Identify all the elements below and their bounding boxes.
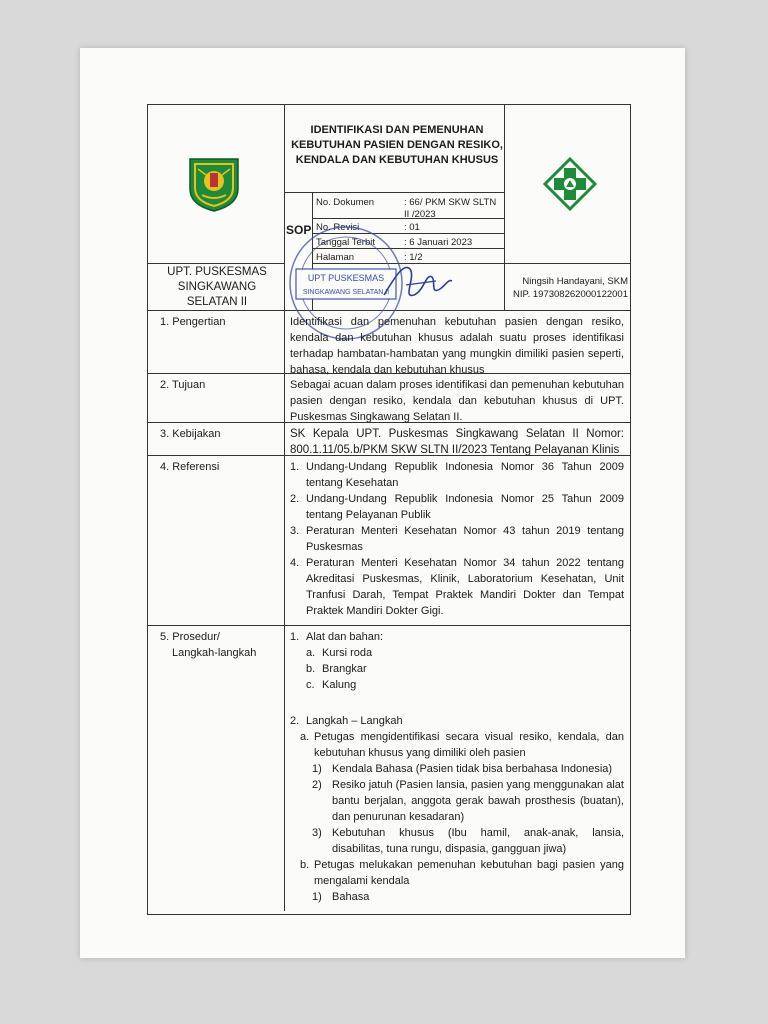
stamp-line-1: UPT PUSKESMAS (307, 273, 385, 283)
section-label-prosedur: 5. Prosedur/ Langkah-langkah (160, 631, 257, 659)
section-body-kebijakan: SK Kepala UPT. Puskesmas Singkawang Selatan II Nomor: 800.1.11/05.b/PKM SKW SLTN II/2023 Tentang Pelayanan Klinis (290, 428, 624, 456)
sop-document (147, 104, 631, 915)
meta-value-no-revisi: : 01 (404, 222, 420, 233)
signer-block (508, 275, 628, 301)
sop-label: SOP (286, 223, 312, 237)
section-body-pengertian: Identifikasi dan pemenuhan kebutuhan pasien dengan resiko, kendala dan kebutuhan khusus adalah suatu proses identifikasi terhadap hambatan-hambatan yang mungkin dimiliki pasien seperti, bahasa, kendala dan kebutuhan khusus (290, 316, 624, 376)
alat-item: c. Kalung (306, 679, 357, 691)
puskesmas-logo-icon (543, 157, 597, 211)
alat-bahan: 1. Alat dan bahan: a. Kursi roda b. Brangkar c. Kalung (290, 629, 624, 693)
signer-divider (504, 263, 630, 264)
meta-value-tanggal-terbit: : 6 Januari 2023 (404, 237, 473, 248)
langkah: 2. Langkah – Langkah (290, 715, 403, 727)
meta-value-halaman: : 1/2 (404, 252, 423, 263)
section-label-referensi: 4. Referensi (160, 461, 220, 473)
referensi-item: 3. Peraturan Menteri Kesehatan Nomor 43 tahun 2019 tentang Puskesmas (290, 525, 624, 553)
meta-label-no-revisi: No. Revisi (316, 222, 360, 233)
document-title: IDENTIFIKASI DAN PEMENUHAN KEBUTUHAN PASIEN DENGAN RESIKO, KENDALA DAN KEBUTUHAN KHUSUS (291, 124, 503, 166)
step-a: a. Petugas mengidentifikasi secara visual resiko, kendala, dan kebutuhan khusus yang dimiliki oleh pasien (300, 731, 624, 759)
step-b-item: 1) Bahasa (312, 891, 370, 903)
signer-nip: NIP. 197308262000122001 (513, 289, 628, 300)
stamp-line-2: SINGKAWANG SELATAN II (302, 289, 390, 296)
section-label-pengertian: 1. Pengertian (160, 316, 226, 328)
prosedur-body (290, 629, 624, 905)
unit-name: UPT. PUSKESMAS SINGKAWANG SELATAN II (167, 266, 267, 308)
title-divider (284, 192, 504, 193)
meta-label-no-dokumen: No. Dokumen (316, 197, 375, 208)
referensi-item: 2. Undang-Undang Republik Indonesia Nomor 25 Tahun 2009 tentang Pelayanan Publik (290, 493, 624, 521)
referensi-item: 1. Undang-Undang Republik Indonesia Nomor 36 Tahun 2009 tentang Kesehatan (290, 461, 624, 489)
alat-item: b. Brangkar (306, 663, 367, 675)
step-a-item: 2) Resiko jatuh (Pasien lansia, pasien yang menggunakan alat bantu berjalan, anggota gerak bawah prosthesis (buatan), dan penurunan kesadaran) (312, 779, 624, 823)
signer-name: Ningsih Handayani, SKM (522, 276, 628, 287)
meta-label-halaman: Halaman (316, 252, 355, 263)
row-divider-referensi (148, 625, 630, 626)
referensi-item: 4. Peraturan Menteri Kesehatan Nomor 34 tahun 2022 tentang Akreditasi Puskesmas, Klinik, Laboratorium Kesehatan, Unit Tranfusi Darah, Tempat Praktek Mandiri Dokter dan Tempat Praktek Mandiri Dokter Gigi. (290, 557, 624, 617)
step-b: b. Petugas melukakan pemenuhan kebutuhan bagi pasien yang mengalami kendala (300, 859, 624, 887)
section-body-tujuan: Sebagai acuan dalam proses identifikasi dan pemenuhan kebutuhan pasien dengan resiko, kendala dan kebutuhan khusus di UPT. Puskesmas Singkawang Selatan II. (290, 379, 624, 423)
step-a-item: 1) Kendala Bahasa (Pasien tidak bisa berbahasa Indonesia) (312, 763, 613, 775)
step-a-item: 3) Kebutuhan khusus (Ibu hamil, anak-anak, lansia, disabilitas, tuna rungu, dispasia, gangguan jiwa) (312, 827, 624, 855)
meta-value-no-dokumen: : 66/ PKM SKW SLTN II /2023 (404, 197, 497, 220)
section-label-tujuan: 2. Tujuan (160, 379, 206, 391)
meta-label-tanggal-terbit: Tanggal Terbit (316, 237, 375, 248)
alat-item: a. Kursi roda (306, 647, 373, 659)
signature-icon (376, 255, 456, 311)
section-label-kebijakan: 3. Kebijakan (160, 428, 221, 440)
referensi-list (290, 459, 624, 619)
